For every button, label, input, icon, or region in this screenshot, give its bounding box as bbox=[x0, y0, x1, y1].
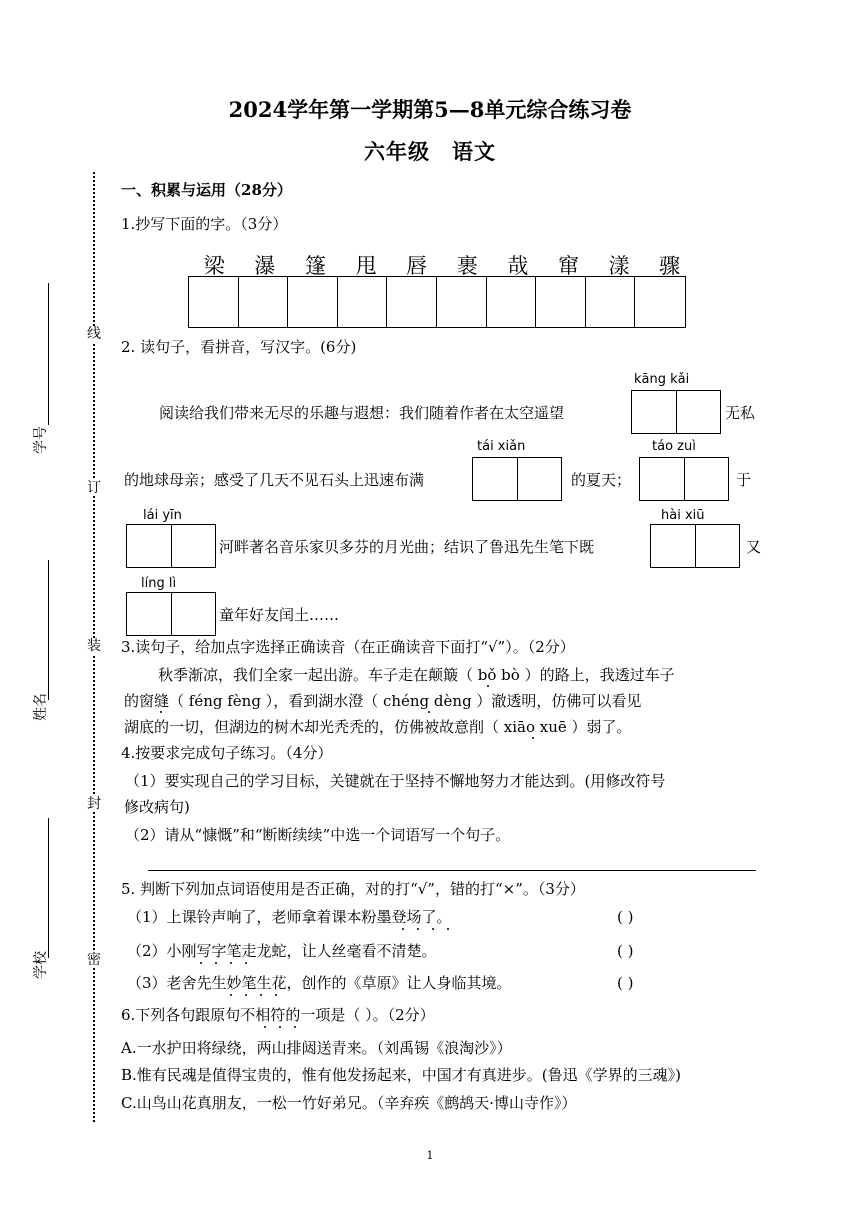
emphasis-dot bbox=[294, 1026, 296, 1028]
q4-item1-line1: （1）要实现自己的学习目标，关键就在于坚持不懈地努力才能达到。(用修改符号 bbox=[125, 772, 666, 790]
q6-prompt: 6.下列各句跟原句不相符的一项是（ ）。（2分） bbox=[121, 1006, 435, 1024]
q3-line3: 湖底的一切，但湖边的树木却光秃秃的，仿佛被故意削（ xiāo xuē ）弱了。 bbox=[124, 718, 632, 736]
q6-option-a: A.一水护田将绿绕，两山排闼送青来。（刘禹锡《浪淘沙》） bbox=[121, 1039, 512, 1057]
margin-char-xian: 线 bbox=[87, 326, 101, 342]
answer-box-kangkai[interactable] bbox=[631, 390, 721, 434]
q3-line1: 秋季渐凉，我们全家一起出游。车子走在颠簸（ bǒ bò ）的路上，我透过车子 bbox=[158, 666, 675, 684]
pinyin-lingli: líng lì bbox=[141, 576, 177, 591]
q5-item: （3）老舍先生妙笔生花，创作的《草原》让人身临其境。 bbox=[127, 974, 512, 992]
margin-char-feng: 封 bbox=[87, 796, 101, 812]
answer-box-taixian[interactable] bbox=[472, 457, 562, 501]
q1-char: 唇 bbox=[406, 254, 428, 278]
pinyin-taixian: tái xiǎn bbox=[477, 439, 526, 454]
q2-prompt: 2. 读句子，看拼音，写汉字。(6分) bbox=[121, 338, 357, 356]
q3-line2: 的窗缝（ féng fèng ），看到湖水澄（ chéng dèng ）澈透明，仿佛可以看见 bbox=[124, 692, 642, 710]
emphasis-dot bbox=[245, 962, 247, 964]
q2-line1: 阅读给我们带来无尽的乐趣与遐想：我们随着作者在太空遥望 bbox=[159, 404, 565, 422]
emphasis-dot bbox=[402, 928, 404, 930]
student-id-field[interactable] bbox=[48, 283, 49, 425]
pinyin-taozui: táo zuì bbox=[652, 439, 696, 454]
margin-char-mi: 密 bbox=[87, 952, 101, 968]
q5-item: （2）小刚写字笔走龙蛇，让人丝毫看不清楚。 bbox=[127, 942, 437, 960]
emphasis-dot bbox=[447, 928, 449, 930]
q2-line3a: 河畔著名音乐家贝多芬的月光曲；结识了鲁迅先生笔下既 bbox=[219, 538, 595, 556]
q2-line2-end: 于 bbox=[736, 471, 752, 489]
q4-item2: （2）请从“慷慨”和“断断续续”中选一个词语写一个句子。 bbox=[125, 826, 511, 844]
q4-item1-line2: 修改病句) bbox=[124, 798, 190, 816]
q5-answer-bracket[interactable]: ( ) bbox=[617, 974, 634, 992]
q6-option-b: B.惟有民魂是值得宝贵的，惟有他发扬起来，中国才有真进步。(鲁迅《学界的三魂》) bbox=[121, 1066, 681, 1084]
q5-prompt: 5. 判断下列加点词语使用是否正确，对的打“√”，错的打“×”。（3分） bbox=[121, 880, 585, 898]
q2-line4: 童年好友闰土…… bbox=[219, 606, 340, 624]
pinyin-laiyin: lái yīn bbox=[143, 508, 182, 523]
emphasis-dot bbox=[160, 711, 162, 713]
grade-label: 六年级 bbox=[364, 139, 430, 164]
answer-box-taozui[interactable] bbox=[639, 457, 729, 501]
emphasis-dot bbox=[487, 685, 489, 687]
q1-char: 裹 bbox=[456, 254, 478, 278]
q4-answer-line[interactable] bbox=[148, 870, 756, 871]
q1-char: 梁 bbox=[203, 254, 225, 278]
emphasis-dot bbox=[230, 994, 232, 996]
q1-prompt: 1.抄写下面的字。（3分） bbox=[121, 215, 288, 233]
writing-cell[interactable] bbox=[239, 277, 289, 327]
student-id-label: 学号 bbox=[33, 426, 49, 454]
school-label: 学校 bbox=[33, 951, 49, 979]
writing-cell[interactable] bbox=[487, 277, 537, 327]
q1-char: 骤 bbox=[659, 254, 681, 278]
name-field[interactable] bbox=[48, 560, 49, 700]
emphasis-dot bbox=[264, 1026, 266, 1028]
q4-prompt: 4.按要求完成句子练习。（4分） bbox=[121, 744, 333, 762]
emphasis-dot bbox=[417, 928, 419, 930]
writing-cell[interactable] bbox=[437, 277, 487, 327]
writing-cell[interactable] bbox=[288, 277, 338, 327]
writing-cell[interactable] bbox=[586, 277, 636, 327]
school-field[interactable] bbox=[48, 818, 49, 958]
section-heading: 一、积累与运用（28分） bbox=[121, 181, 292, 199]
q5-answer-bracket[interactable]: ( ) bbox=[617, 942, 634, 960]
writing-cell[interactable] bbox=[635, 277, 685, 327]
writing-cell[interactable] bbox=[536, 277, 586, 327]
emphasis-dot bbox=[260, 994, 262, 996]
emphasis-dot bbox=[200, 962, 202, 964]
answer-box-lingli[interactable] bbox=[126, 592, 216, 636]
margin-char-ding: 订 bbox=[87, 480, 101, 496]
margin-char-zhuang: 装 bbox=[87, 638, 101, 654]
q5-item: （1）上课铃声响了，老师拿着课本粉墨登场了。 bbox=[127, 908, 452, 926]
writing-cell[interactable] bbox=[338, 277, 388, 327]
exam-title: 2024学年第一学期第5—8单元综合练习卷 bbox=[228, 97, 632, 122]
q2-line2a: 的地球母亲；感受了几天不见石头上迅速布满 bbox=[124, 471, 425, 489]
emphasis-dot bbox=[532, 737, 534, 739]
page-number: 1 bbox=[426, 1149, 434, 1162]
subject-label: 语文 bbox=[452, 139, 496, 164]
name-label: 姓名 bbox=[33, 693, 49, 721]
q1-char: 甩 bbox=[355, 254, 377, 278]
writing-cell[interactable] bbox=[189, 277, 239, 327]
q1-char: 漾 bbox=[608, 254, 630, 278]
q3-prompt: 3.读句子，给加点字选择正确读音（在正确读音下面打“√”）。（2分） bbox=[121, 638, 575, 656]
emphasis-dot bbox=[275, 994, 277, 996]
q2-line1-end: 无私 bbox=[725, 404, 756, 422]
emphasis-dot bbox=[230, 962, 232, 964]
answer-box-laiyin[interactable] bbox=[126, 524, 216, 568]
answer-box-haixiu[interactable] bbox=[650, 524, 740, 568]
emphasis-dot bbox=[432, 928, 434, 930]
emphasis-dot bbox=[279, 1026, 281, 1028]
emphasis-dot bbox=[245, 994, 247, 996]
q2-line2b: 的夏天； bbox=[571, 471, 632, 489]
emphasis-dot bbox=[428, 711, 430, 713]
q1-char: 哉 bbox=[507, 254, 529, 278]
pinyin-kangkai: kāng kǎi bbox=[634, 372, 690, 387]
q1-writing-grid[interactable] bbox=[188, 276, 686, 328]
pinyin-haixiu: hài xiū bbox=[661, 508, 705, 523]
exam-subtitle bbox=[0, 136, 860, 166]
q5-answer-bracket[interactable]: ( ) bbox=[617, 908, 634, 926]
q6-option-c: C.山鸟山花真朋友，一松一竹好弟兄。（辛弃疾《鹧鸪天·博山寺作》） bbox=[121, 1094, 577, 1112]
writing-cell[interactable] bbox=[387, 277, 437, 327]
emphasis-dot bbox=[215, 962, 217, 964]
q1-char: 瀑 bbox=[254, 254, 276, 278]
q2-line3-end: 又 bbox=[746, 538, 762, 556]
q1-char: 窜 bbox=[557, 254, 579, 278]
q1-char: 篷 bbox=[304, 254, 326, 278]
